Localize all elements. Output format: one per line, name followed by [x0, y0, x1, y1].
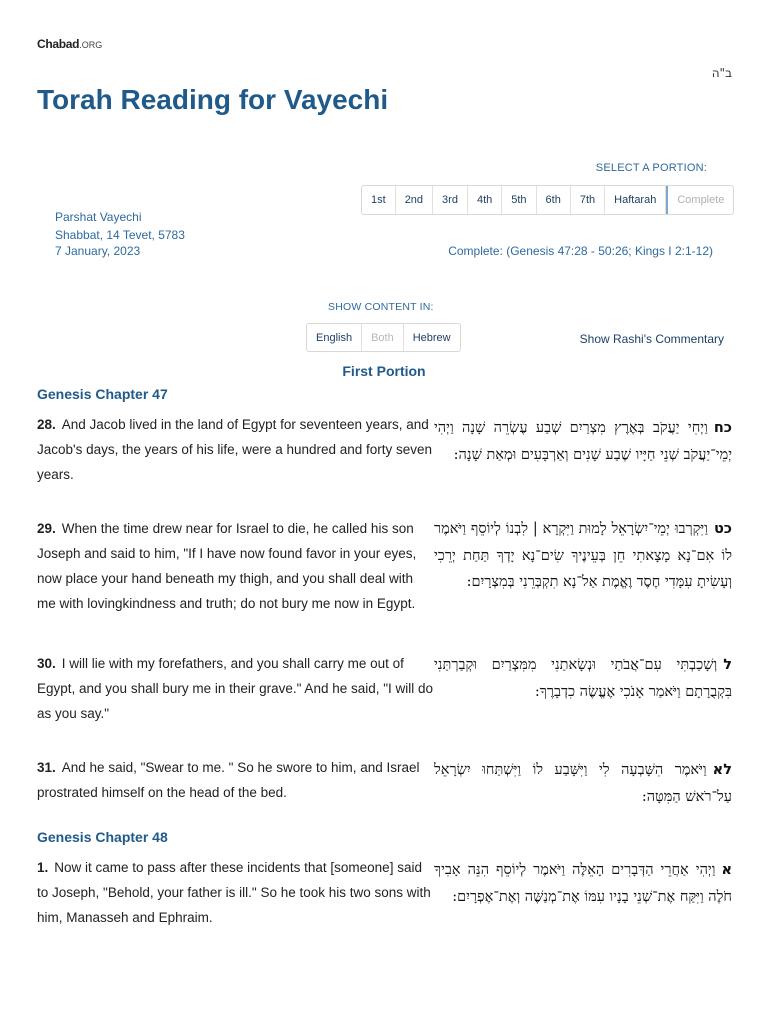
complete-reference: Complete: (Genesis 47:28 - 50:26; Kings I 2:1-12): [448, 244, 713, 258]
verse-number: 28.: [37, 417, 56, 432]
verse-text: And Jacob lived in the land of Egypt for seventeen years, and Jacob's days, the years of his life, were a hundred and forty seven years.: [37, 417, 433, 482]
verse-number: 31.: [37, 760, 56, 775]
page-title: Torah Reading for Vayechi: [37, 84, 389, 115]
gregorian-date: 7 January, 2023: [55, 244, 141, 258]
verse-number-hebrew: ל: [723, 657, 732, 673]
tab-2nd[interactable]: 2nd: [396, 186, 433, 214]
verse-text-hebrew: וַיְחִי יַעֲקֹב בְּאֶרֶץ מִצְרַיִם שְׁבַע עֶשְׂרֵה שָׁנָה וַיְהִי יְמֵי־יַעֲקֹב שְׁנֵי חַיָּיו שֶׁבַע שָׁנִים וְאַרְבָּעִים וּמְאַת שָׁנָה:: [434, 420, 732, 463]
tab-1st[interactable]: 1st: [362, 186, 396, 214]
verse-text: And he said, "Swear to me. " So he swore to him, and Israel prostrated himself on the head of the bed.: [37, 760, 420, 800]
verse-text-hebrew: וַיִּקְרְבוּ יְמֵי־יִשְׂרָאֵל לָמוּת וַיִּקְרָא | לִבְנוֹ לְיוֹסֵף וַיֹּאמֶר לוֹ אִם־נָא מָצָאתִי חֵן בְּעֵינֶיךָ שִׂים־נָא יָדְךָ תַּחַת יְרֵכִי וְעָשִׂיתָ עִמָּדִי חֶסֶד וֶאֱמֶת אַל־נָא תִקְבְּרֵנִי בְּמִצְרָיִם:: [434, 521, 732, 590]
tab-haftarah[interactable]: Haftarah: [605, 186, 666, 214]
verse-text-hebrew: וְשָׁכַבְתִּי עִם־אֲבֹתַי וּנְשָׂאתַנִי מִמִּצְרַיִם וּקְבַרְתַּנִי בִּקְבֻרָתָם וַיֹּאמַר אָנֹכִי אֶעֱשֶׂה כִדְבָרֶךָ:: [434, 657, 732, 700]
verse-hebrew: [434, 652, 732, 705]
logo-suffix: .ORG: [79, 40, 103, 50]
section-title: First Portion: [342, 363, 426, 379]
verse-hebrew: [434, 757, 732, 810]
parsha-name: Parshat Vayechi: [55, 210, 142, 224]
verse-hebrew: [434, 415, 732, 468]
tab-7th[interactable]: 7th: [571, 186, 605, 214]
verse-hebrew: [434, 857, 732, 910]
tab-complete[interactable]: Complete: [666, 186, 733, 214]
hebrew-date: Shabbat, 14 Tevet, 5783: [55, 228, 185, 242]
verse-text: I will lie with my forefathers, and you shall carry me out of Egypt, and you shall bury me in their grave." And he said, "I will do as you say.": [37, 656, 434, 721]
portion-tabs: [361, 185, 734, 215]
parsha-meta: [55, 208, 185, 260]
select-portion-label: SELECT A PORTION:: [595, 162, 707, 174]
tab-hebrew[interactable]: Hebrew: [412, 331, 451, 344]
logo-main: Chabad: [37, 37, 80, 51]
tab-3rd[interactable]: 3rd: [433, 186, 468, 214]
verse-english: [37, 516, 435, 616]
tab-4th[interactable]: 4th: [468, 186, 502, 214]
verse-number: 1.: [37, 860, 49, 875]
verse-number-hebrew: לא: [712, 762, 732, 778]
rashi-commentary-link[interactable]: Show Rashi's Commentary: [579, 332, 724, 346]
verse-text-hebrew: וַיֹּאמֶר הִשָּׁבְעָה לִי וַיִּשָּׁבַע לוֹ וַיִּשְׁתַּחוּ יִשְׂרָאֵל עַל־רֹאשׁ הַמִּטָּה:: [434, 762, 732, 805]
chabad-logo[interactable]: [37, 37, 102, 51]
verse-text-hebrew: וַיְהִי אַחֲרֵי הַדְּבָרִים הָאֵלֶּה וַיֹּאמֶר לְיוֹסֵף הִנֵּה אָבִיךָ חֹלֶה וַיִּקַּח אֶת־שְׁנֵי בָנָיו עִמּוֹ אֶת־מְנַשֶּׁה וְאֶת־אֶפְרָיִם:: [434, 862, 732, 905]
tab-both[interactable]: Both: [362, 324, 404, 351]
verse-text: When the time drew near for Israel to die, he called his son Joseph and said to him, "If I have now found favor in your eyes, now place your hand beneath my thigh, and you shall deal with me with lovingkindness and truth; do not bury me now in Egypt.: [37, 521, 417, 611]
verse-number-hebrew: א: [721, 862, 732, 878]
chapter-heading: Genesis Chapter 48: [37, 829, 168, 845]
show-content-label: SHOW CONTENT IN:: [328, 301, 434, 313]
language-tabs: [306, 323, 461, 352]
tab-5th[interactable]: 5th: [502, 186, 536, 214]
verse-number-hebrew: כט: [713, 521, 732, 537]
verse-hebrew: [434, 516, 732, 596]
verse-english: [37, 412, 435, 487]
bh-mark: ב"ה: [711, 66, 732, 80]
verse-number-hebrew: כח: [713, 420, 732, 436]
verse-number: 29.: [37, 521, 56, 536]
chapter-heading: Genesis Chapter 47: [37, 386, 168, 402]
verse-english: [37, 651, 435, 726]
verse-english: [37, 855, 435, 930]
verse-text: Now it came to pass after these incidents that [someone] said to Joseph, "Behold, your father is ill." So he took his two sons with him, Manasseh and Ephraim.: [37, 860, 431, 925]
verse-number: 30.: [37, 656, 56, 671]
verse-english: [37, 755, 435, 805]
tab-6th[interactable]: 6th: [537, 186, 571, 214]
tab-english[interactable]: English: [307, 324, 362, 351]
